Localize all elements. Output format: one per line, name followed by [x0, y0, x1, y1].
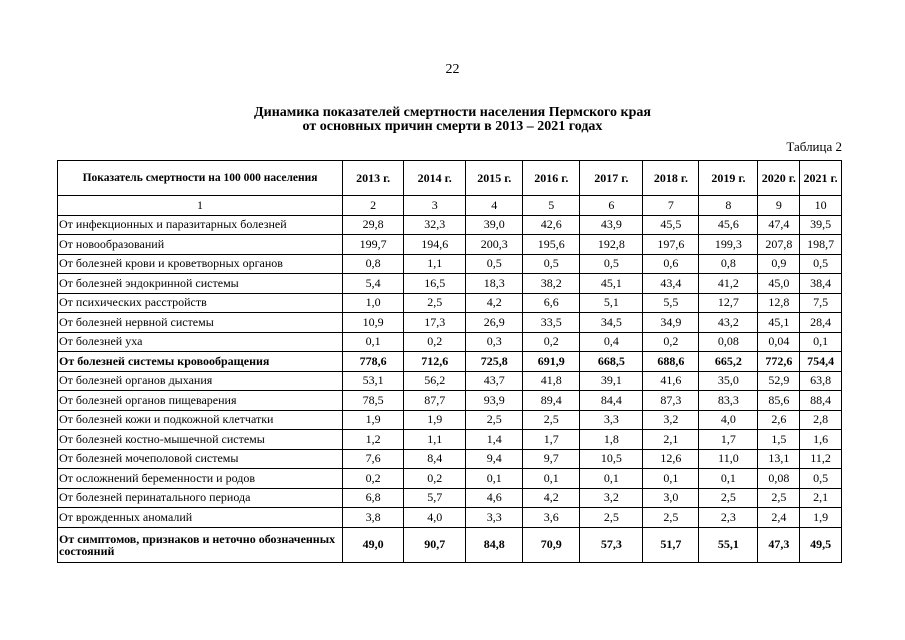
- rate-value-cell: 52,9: [758, 371, 800, 391]
- rate-value-cell: 17,3: [404, 313, 466, 333]
- rate-value-cell: 199,7: [343, 235, 404, 255]
- rate-value-cell: 199,3: [699, 235, 758, 255]
- rate-value-cell: 45,6: [699, 215, 758, 235]
- table-row: [58, 410, 842, 430]
- rate-value-cell: 691,9: [523, 352, 580, 372]
- rate-value-cell: 70,9: [523, 527, 580, 562]
- rate-value-cell: 1,9: [800, 508, 842, 528]
- rate-value-cell: 38,4: [800, 274, 842, 294]
- rate-value-cell: 2,5: [404, 293, 466, 313]
- rate-value-cell: 41,8: [523, 371, 580, 391]
- rate-value-cell: 0,8: [343, 254, 404, 274]
- rate-value-cell: 2,5: [699, 488, 758, 508]
- rate-value-cell: 3,0: [643, 488, 699, 508]
- title-line-1: Динамика показателей смертности населения Пермского края: [254, 105, 651, 120]
- table-row: [58, 235, 842, 255]
- rate-value-cell: 7,6: [343, 449, 404, 469]
- rate-value-cell: 43,4: [643, 274, 699, 294]
- rate-value-cell: 33,5: [523, 313, 580, 333]
- rate-value-cell: 200,3: [466, 235, 523, 255]
- column-number-cell: 4: [466, 196, 523, 216]
- rate-value-cell: 0,2: [523, 332, 580, 352]
- rate-value-cell: 5,5: [643, 293, 699, 313]
- header-year-cell: 2021 г.: [800, 161, 842, 196]
- rate-value-cell: 39,5: [800, 215, 842, 235]
- rate-value-cell: 34,9: [643, 313, 699, 333]
- rate-value-cell: 16,5: [404, 274, 466, 294]
- rate-value-cell: 43,2: [699, 313, 758, 333]
- cause-of-death-cell: От болезней эндокринной системы: [58, 274, 343, 294]
- column-number-cell: 5: [523, 196, 580, 216]
- rate-value-cell: 668,5: [580, 352, 643, 372]
- rate-value-cell: 0,2: [343, 469, 404, 489]
- cause-of-death-cell: От болезней органов пищеварения: [58, 391, 343, 411]
- rate-value-cell: 0,08: [699, 332, 758, 352]
- rate-value-cell: 90,7: [404, 527, 466, 562]
- cause-of-death-cell: От инфекционных и паразитарных болезней: [58, 215, 343, 235]
- rate-value-cell: 88,4: [800, 391, 842, 411]
- rate-value-cell: 45,1: [580, 274, 643, 294]
- table-row: [58, 215, 842, 235]
- rate-value-cell: 35,0: [699, 371, 758, 391]
- rate-value-cell: 0,5: [800, 469, 842, 489]
- rate-value-cell: 712,6: [404, 352, 466, 372]
- rate-value-cell: 0,1: [699, 469, 758, 489]
- header-year-cell: 2020 г.: [758, 161, 800, 196]
- rate-value-cell: 1,9: [404, 410, 466, 430]
- rate-value-cell: 0,1: [643, 469, 699, 489]
- rate-value-cell: 43,7: [466, 371, 523, 391]
- rate-value-cell: 47,4: [758, 215, 800, 235]
- rate-value-cell: 10,9: [343, 313, 404, 333]
- rate-value-cell: 32,3: [404, 215, 466, 235]
- column-number-cell: 10: [800, 196, 842, 216]
- rate-value-cell: 688,6: [643, 352, 699, 372]
- rate-value-cell: 45,0: [758, 274, 800, 294]
- rate-value-cell: 42,6: [523, 215, 580, 235]
- column-number-cell: 7: [643, 196, 699, 216]
- rate-value-cell: 9,4: [466, 449, 523, 469]
- table-row: [58, 508, 842, 528]
- cause-of-death-cell: От новообразований: [58, 235, 343, 255]
- rate-value-cell: 4,2: [523, 488, 580, 508]
- cause-of-death-cell: От болезней уха: [58, 332, 343, 352]
- table-row: [58, 274, 842, 294]
- rate-value-cell: 85,6: [758, 391, 800, 411]
- column-number-cell: 1: [58, 196, 343, 216]
- page-number: 22: [445, 62, 460, 77]
- rate-value-cell: 43,9: [580, 215, 643, 235]
- table-row: [58, 391, 842, 411]
- rate-value-cell: 2,5: [466, 410, 523, 430]
- rate-value-cell: 195,6: [523, 235, 580, 255]
- rate-value-cell: 10,5: [580, 449, 643, 469]
- rate-value-cell: 87,3: [643, 391, 699, 411]
- rate-value-cell: 0,04: [758, 332, 800, 352]
- table-body: [58, 215, 842, 562]
- table-row: [58, 527, 842, 562]
- rate-value-cell: 772,6: [758, 352, 800, 372]
- cause-of-death-cell: От симптомов, признаков и неточно обозначенных состояний: [58, 527, 343, 562]
- rate-value-cell: 2,1: [800, 488, 842, 508]
- rate-value-cell: 0,2: [404, 332, 466, 352]
- rate-value-cell: 778,6: [343, 352, 404, 372]
- rate-value-cell: 84,4: [580, 391, 643, 411]
- rate-value-cell: 41,6: [643, 371, 699, 391]
- rate-value-cell: 89,4: [523, 391, 580, 411]
- rate-value-cell: 0,1: [343, 332, 404, 352]
- rate-value-cell: 725,8: [466, 352, 523, 372]
- rate-value-cell: 11,0: [699, 449, 758, 469]
- rate-value-cell: 8,4: [404, 449, 466, 469]
- rate-value-cell: 1,8: [580, 430, 643, 450]
- rate-value-cell: 2,6: [758, 410, 800, 430]
- rate-value-cell: 6,6: [523, 293, 580, 313]
- rate-value-cell: 18,3: [466, 274, 523, 294]
- rate-value-cell: 87,7: [404, 391, 466, 411]
- header-year-cell: 2016 г.: [523, 161, 580, 196]
- rate-value-cell: 13,1: [758, 449, 800, 469]
- cause-of-death-cell: От болезней перинатального периода: [58, 488, 343, 508]
- rate-value-cell: 39,1: [580, 371, 643, 391]
- rate-value-cell: 0,9: [758, 254, 800, 274]
- cause-of-death-cell: От болезней крови и кроветворных органов: [58, 254, 343, 274]
- cause-of-death-cell: От осложнений беременности и родов: [58, 469, 343, 489]
- mortality-table: [57, 160, 842, 563]
- rate-value-cell: 5,7: [404, 488, 466, 508]
- rate-value-cell: 34,5: [580, 313, 643, 333]
- rate-value-cell: 0,5: [580, 254, 643, 274]
- header-label-cell: Показатель смертности на 100 000 населения: [58, 161, 343, 196]
- column-number-cell: 6: [580, 196, 643, 216]
- rate-value-cell: 2,5: [758, 488, 800, 508]
- column-number-cell: 2: [343, 196, 404, 216]
- rate-value-cell: 1,1: [404, 254, 466, 274]
- rate-value-cell: 4,0: [699, 410, 758, 430]
- rate-value-cell: 0,08: [758, 469, 800, 489]
- rate-value-cell: 39,0: [466, 215, 523, 235]
- rate-value-cell: 12,8: [758, 293, 800, 313]
- column-number-cell: 3: [404, 196, 466, 216]
- rate-value-cell: 754,4: [800, 352, 842, 372]
- rate-value-cell: 83,3: [699, 391, 758, 411]
- rate-value-cell: 47,3: [758, 527, 800, 562]
- rate-value-cell: 198,7: [800, 235, 842, 255]
- rate-value-cell: 12,7: [699, 293, 758, 313]
- table-row: [58, 449, 842, 469]
- rate-value-cell: 0,1: [466, 469, 523, 489]
- rate-value-cell: 63,8: [800, 371, 842, 391]
- rate-value-cell: 28,4: [800, 313, 842, 333]
- rate-value-cell: 45,1: [758, 313, 800, 333]
- header-year-cell: 2013 г.: [343, 161, 404, 196]
- cause-of-death-cell: От болезней костно-мышечной системы: [58, 430, 343, 450]
- rate-value-cell: 4,6: [466, 488, 523, 508]
- rate-value-cell: 5,4: [343, 274, 404, 294]
- header-year-cell: 2019 г.: [699, 161, 758, 196]
- rate-value-cell: 0,5: [523, 254, 580, 274]
- rate-value-cell: 1,7: [523, 430, 580, 450]
- rate-value-cell: 57,3: [580, 527, 643, 562]
- rate-value-cell: 55,1: [699, 527, 758, 562]
- header-year-cell: 2017 г.: [580, 161, 643, 196]
- table-row: [58, 469, 842, 489]
- rate-value-cell: 2,5: [643, 508, 699, 528]
- table-row: [58, 313, 842, 333]
- header-year-cell: 2014 г.: [404, 161, 466, 196]
- rate-value-cell: 665,2: [699, 352, 758, 372]
- rate-value-cell: 6,8: [343, 488, 404, 508]
- rate-value-cell: 0,4: [580, 332, 643, 352]
- rate-value-cell: 0,1: [800, 332, 842, 352]
- rate-value-cell: 4,0: [404, 508, 466, 528]
- rate-value-cell: 1,1: [404, 430, 466, 450]
- cause-of-death-cell: От врожденных аномалий: [58, 508, 343, 528]
- rate-value-cell: 51,7: [643, 527, 699, 562]
- rate-value-cell: 192,8: [580, 235, 643, 255]
- cause-of-death-cell: От болезней кожи и подкожной клетчатки: [58, 410, 343, 430]
- cause-of-death-cell: От психических расстройств: [58, 293, 343, 313]
- header-row: [58, 161, 842, 196]
- rate-value-cell: 0,1: [523, 469, 580, 489]
- rate-value-cell: 2,4: [758, 508, 800, 528]
- rate-value-cell: 1,5: [758, 430, 800, 450]
- table-row: [58, 430, 842, 450]
- rate-value-cell: 0,8: [699, 254, 758, 274]
- rate-value-cell: 78,5: [343, 391, 404, 411]
- rate-value-cell: 2,3: [699, 508, 758, 528]
- rate-value-cell: 3,8: [343, 508, 404, 528]
- rate-value-cell: 0,1: [580, 469, 643, 489]
- rate-value-cell: 12,6: [643, 449, 699, 469]
- rate-value-cell: 0,5: [800, 254, 842, 274]
- rate-value-cell: 49,0: [343, 527, 404, 562]
- cause-of-death-cell: От болезней нервной системы: [58, 313, 343, 333]
- rate-value-cell: 84,8: [466, 527, 523, 562]
- table-row: [58, 371, 842, 391]
- rate-value-cell: 2,8: [800, 410, 842, 430]
- table-row: [58, 352, 842, 372]
- table-row: [58, 293, 842, 313]
- rate-value-cell: 3,3: [580, 410, 643, 430]
- rate-value-cell: 3,6: [523, 508, 580, 528]
- rate-value-cell: 207,8: [758, 235, 800, 255]
- rate-value-cell: 1,4: [466, 430, 523, 450]
- rate-value-cell: 38,2: [523, 274, 580, 294]
- rate-value-cell: 3,2: [643, 410, 699, 430]
- rate-value-cell: 0,5: [466, 254, 523, 274]
- header-year-cell: 2018 г.: [643, 161, 699, 196]
- rate-value-cell: 93,9: [466, 391, 523, 411]
- rate-value-cell: 11,2: [800, 449, 842, 469]
- rate-value-cell: 41,2: [699, 274, 758, 294]
- rate-value-cell: 0,2: [643, 332, 699, 352]
- rate-value-cell: 0,6: [643, 254, 699, 274]
- table-label: Таблица 2: [786, 139, 842, 154]
- rate-value-cell: 53,1: [343, 371, 404, 391]
- rate-value-cell: 1,6: [800, 430, 842, 450]
- rate-value-cell: 2,5: [580, 508, 643, 528]
- rate-value-cell: 56,2: [404, 371, 466, 391]
- column-number-cell: 9: [758, 196, 800, 216]
- rate-value-cell: 1,9: [343, 410, 404, 430]
- header-year-cell: 2015 г.: [466, 161, 523, 196]
- rate-value-cell: 5,1: [580, 293, 643, 313]
- cause-of-death-cell: От болезней органов дыхания: [58, 371, 343, 391]
- cause-of-death-cell: От болезней мочеполовой системы: [58, 449, 343, 469]
- rate-value-cell: 0,3: [466, 332, 523, 352]
- title-line-2: от основных причин смерти в 2013 – 2021 годах: [302, 119, 603, 134]
- table-row: [58, 488, 842, 508]
- rate-value-cell: 1,2: [343, 430, 404, 450]
- rate-value-cell: 197,6: [643, 235, 699, 255]
- rate-value-cell: 9,7: [523, 449, 580, 469]
- rate-value-cell: 45,5: [643, 215, 699, 235]
- document-title: [0, 106, 905, 134]
- rate-value-cell: 0,2: [404, 469, 466, 489]
- rate-value-cell: 1,0: [343, 293, 404, 313]
- table-row: [58, 254, 842, 274]
- rate-value-cell: 4,2: [466, 293, 523, 313]
- rate-value-cell: 29,8: [343, 215, 404, 235]
- rate-value-cell: 49,5: [800, 527, 842, 562]
- rate-value-cell: 7,5: [800, 293, 842, 313]
- column-number-cell: 8: [699, 196, 758, 216]
- cause-of-death-cell: От болезней системы кровообращения: [58, 352, 343, 372]
- numbering-row: [58, 196, 842, 216]
- rate-value-cell: 26,9: [466, 313, 523, 333]
- rate-value-cell: 2,1: [643, 430, 699, 450]
- rate-value-cell: 2,5: [523, 410, 580, 430]
- rate-value-cell: 194,6: [404, 235, 466, 255]
- rate-value-cell: 3,3: [466, 508, 523, 528]
- rate-value-cell: 3,2: [580, 488, 643, 508]
- rate-value-cell: 1,7: [699, 430, 758, 450]
- table-row: [58, 332, 842, 352]
